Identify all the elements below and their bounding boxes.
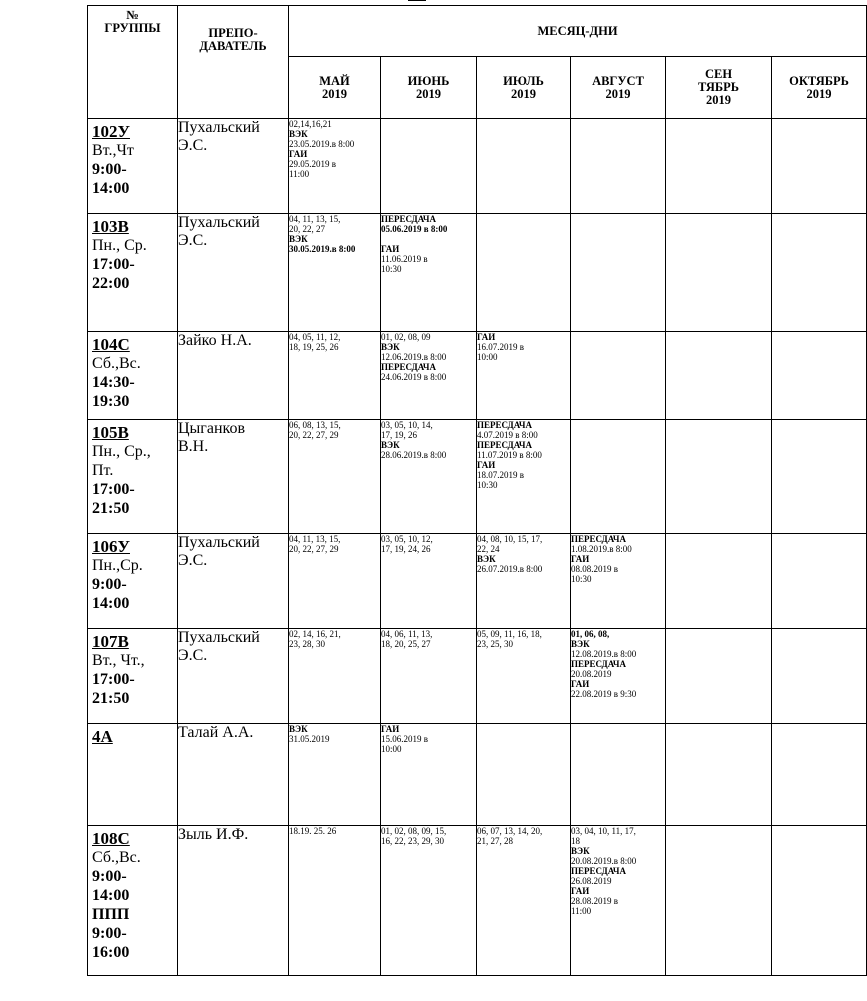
schedule-cell <box>477 534 571 629</box>
table-row <box>88 420 867 534</box>
group-time: ППП <box>92 906 130 923</box>
schedule-cell <box>772 534 867 629</box>
teacher-cell <box>178 826 289 976</box>
group-time: 9:00- <box>92 161 127 178</box>
month-header-line: МАЙ <box>319 73 350 88</box>
schedule-entry: 10:00 <box>381 744 402 754</box>
schedule-entry: 08.08.2019 в <box>571 564 618 574</box>
schedule-entry: 16.07.2019 в <box>477 342 524 352</box>
schedule-entry: 10:30 <box>381 264 402 274</box>
schedule-cell <box>571 534 666 629</box>
group-cell <box>88 420 178 534</box>
month-header-line: АВГУСТ <box>592 73 644 88</box>
schedule-entry: 02,14,16,21 <box>289 119 332 129</box>
teacher-header-line: ДАВАТЕЛЬ <box>199 39 267 53</box>
schedule-cell <box>477 332 571 420</box>
group-number: 105В <box>92 423 129 442</box>
group-number: 104С <box>92 335 130 354</box>
schedule-entry: 04, 08, 10, 15, 17, <box>477 534 543 544</box>
schedule-cell <box>477 119 571 214</box>
group-number: 106У <box>92 537 130 556</box>
teacher-name: Зайко Н.А. <box>178 332 252 349</box>
month-header-line: ОКТЯБРЬ <box>789 73 849 88</box>
schedule-event-label: ГАИ <box>477 332 496 342</box>
teacher-name: Талай А.А. <box>178 724 254 741</box>
teacher-name: Цыганков <box>178 420 246 437</box>
schedule-cell <box>381 420 477 534</box>
teacher-name: Пухальский <box>178 119 260 136</box>
month-header-line: 2019 <box>322 86 347 101</box>
table-row <box>88 214 867 332</box>
schedule-entry: 10:00 <box>477 352 498 362</box>
schedule-entry: 05, 09, 11, 16, 18, <box>477 629 542 639</box>
schedule-cell <box>477 629 571 724</box>
schedule-cell <box>666 214 772 332</box>
month-header <box>571 57 666 119</box>
schedule-cell <box>381 534 477 629</box>
table-row <box>88 724 867 826</box>
schedule-cell <box>381 119 477 214</box>
group-time: 14:00 <box>92 180 130 197</box>
schedule-entry: 18.07.2019 в <box>477 470 524 480</box>
schedule-entry: 04, 11, 13, 15, <box>289 534 341 544</box>
schedule-entry: 28.06.2019.в 8:00 <box>381 450 447 460</box>
group-cell <box>88 826 178 976</box>
schedule-cell <box>477 724 571 826</box>
group-cell <box>88 629 178 724</box>
month-header <box>289 57 381 119</box>
schedule-event-label: ПЕРЕСДАЧА <box>571 866 626 876</box>
schedule-cell <box>289 826 381 976</box>
group-number: 107В <box>92 632 129 651</box>
schedule-entry: 11.07.2019 в 8:00 <box>477 450 542 460</box>
schedule-body <box>88 6 867 976</box>
teacher-cell <box>178 119 289 214</box>
schedule-entry: 15.06.2019 в <box>381 734 428 744</box>
schedule-entry: 20, 22, 27 <box>289 224 325 234</box>
schedule-event-label: ГАИ <box>571 679 590 689</box>
schedule-entry: 16, 22, 23, 29, 30 <box>381 836 444 846</box>
schedule-cell <box>381 332 477 420</box>
teacher-cell <box>178 332 289 420</box>
schedule-cell <box>772 332 867 420</box>
teacher-cell <box>178 724 289 826</box>
group-cell <box>88 119 178 214</box>
month-header <box>381 57 477 119</box>
schedule-cell <box>772 724 867 826</box>
group-time: 21:50 <box>92 500 130 517</box>
schedule-entry: 22.08.2019 в 9:30 <box>571 689 637 699</box>
schedule-entry: 26.08.2019 <box>571 876 612 886</box>
schedule-entry: 20, 22, 27, 29 <box>289 430 339 440</box>
month-header-line: ИЮЛЬ <box>503 73 544 88</box>
schedule-entry: 23, 25, 30 <box>477 639 513 649</box>
table-row <box>88 534 867 629</box>
schedule-event-label: ВЭК <box>571 846 590 856</box>
month-header <box>772 57 867 119</box>
schedule-cell <box>666 724 772 826</box>
group-days: Пн.,Ср. <box>92 557 143 574</box>
schedule-event-label: ГАИ <box>381 724 400 734</box>
teacher-name: Э.С. <box>178 232 208 249</box>
schedule-entry: 01, 02, 08, 09 <box>381 332 431 342</box>
schedule-entry: 04, 11, 13, 15, <box>289 214 341 224</box>
schedule-entry: 4.07.2019 в 8:00 <box>477 430 538 440</box>
teacher-name: Э.С. <box>178 647 208 664</box>
schedule-event-label: ГАИ <box>571 886 590 896</box>
schedule-cell <box>477 214 571 332</box>
schedule-entry: 20.08.2019 <box>571 669 612 679</box>
schedule-entry: 1.08.2019.в 8:00 <box>571 544 632 554</box>
schedule-entry: 18.19. 25. 26 <box>289 826 337 836</box>
schedule-entry: 17, 19, 26 <box>381 430 417 440</box>
group-days: Пт. <box>92 462 114 479</box>
group-column-header <box>88 6 178 119</box>
schedule-event-label: ВЭК <box>477 554 496 564</box>
schedule-cell <box>289 629 381 724</box>
schedule-cell <box>571 332 666 420</box>
schedule-event-label: ВЭК <box>381 342 400 352</box>
schedule-entry: 03, 05, 10, 14, <box>381 420 433 430</box>
group-header-line: ГРУППЫ <box>104 21 161 35</box>
schedule-event-label: ГАИ <box>381 244 400 254</box>
month-header <box>477 57 571 119</box>
schedule-cell <box>381 214 477 332</box>
schedule-entry: 21, 27, 28 <box>477 836 513 846</box>
schedule-entry: 12.08.2019.в 8:00 <box>571 649 637 659</box>
group-days: Пн., Ср., <box>92 443 151 460</box>
schedule-entry: 03, 04, 10, 11, 17, <box>571 826 636 836</box>
schedule-event-label: ГАИ <box>571 554 590 564</box>
schedule-entry: 06, 07, 13, 14, 20, <box>477 826 543 836</box>
schedule-cell <box>571 119 666 214</box>
teacher-name: Зыль И.Ф. <box>178 826 249 843</box>
month-header-line: ИЮНЬ <box>407 73 450 88</box>
months-title: МЕСЯЦ-ДНИ <box>289 6 867 57</box>
schedule-entry: 12.06.2019.в 8:00 <box>381 352 447 362</box>
teacher-name: Пухальский <box>178 534 260 551</box>
schedule-entry: 18, 19, 25, 26 <box>289 342 339 352</box>
group-days: Сб.,Вс. <box>92 849 141 866</box>
group-time: 14:30- <box>92 374 135 391</box>
group-number: 103В <box>92 217 129 236</box>
schedule-cell <box>289 420 381 534</box>
month-header-line: 2019 <box>806 86 832 101</box>
teacher-cell <box>178 534 289 629</box>
schedule-entry: 04, 05, 11, 12, <box>289 332 341 342</box>
group-days: Вт.,Чт <box>92 142 134 159</box>
schedule-table <box>87 5 867 976</box>
group-time: 9:00- <box>92 925 127 942</box>
schedule-cell <box>666 826 772 976</box>
schedule-entry: 06, 08, 13, 15, <box>289 420 341 430</box>
schedule-cell <box>289 119 381 214</box>
schedule-cell <box>666 119 772 214</box>
schedule-event-label: ПЕРЕСДАЧА <box>477 420 532 430</box>
schedule-cell <box>571 826 666 976</box>
schedule-cell <box>666 332 772 420</box>
group-time: 17:00- <box>92 671 135 688</box>
group-header-line: № <box>126 8 139 22</box>
schedule-event-label: ГАИ <box>477 460 496 470</box>
group-cell <box>88 332 178 420</box>
schedule-cell <box>772 119 867 214</box>
schedule-entry: 10:30 <box>571 574 592 584</box>
group-time: 22:00 <box>92 275 130 292</box>
schedule-entry: 28.08.2019 в <box>571 896 618 906</box>
schedule-entry: 17, 19, 24, 26 <box>381 544 431 554</box>
schedule-event-label: ПЕРЕСДАЧА <box>381 214 436 224</box>
schedule-cell <box>477 420 571 534</box>
schedule-cell <box>289 534 381 629</box>
header-row <box>88 6 867 57</box>
schedule-event-label: ВЭК <box>289 234 308 244</box>
group-days: Вт., Чт., <box>92 652 145 669</box>
schedule-event-label: ВЭК <box>381 440 400 450</box>
group-days: Пн., Ср. <box>92 237 147 254</box>
schedule-cell <box>571 724 666 826</box>
month-header-line: СЕН <box>704 67 733 81</box>
group-cell <box>88 214 178 332</box>
group-time: 17:00- <box>92 481 135 498</box>
group-days: Сб.,Вс. <box>92 355 141 372</box>
schedule-cell <box>571 629 666 724</box>
schedule-cell <box>381 826 477 976</box>
schedule-cell <box>289 724 381 826</box>
schedule-cell <box>666 534 772 629</box>
group-time: 9:00- <box>92 868 127 885</box>
teacher-name: Э.С. <box>178 137 208 154</box>
schedule-cell <box>772 420 867 534</box>
teacher-name: В.Н. <box>178 438 209 455</box>
schedule-cell <box>381 629 477 724</box>
schedule-event-label: ПЕРЕСДАЧА <box>571 534 626 544</box>
teacher-cell <box>178 420 289 534</box>
schedule-event-label: ГАИ <box>289 149 308 159</box>
group-number: 108С <box>92 829 130 848</box>
teacher-name: Пухальский <box>178 214 260 231</box>
schedule-event-label: 01, 06, 08, <box>571 629 610 639</box>
schedule-entry: 01, 02, 08, 09, 15, <box>381 826 447 836</box>
schedule-entry: 20, 22, 27, 29 <box>289 544 339 554</box>
teacher-cell <box>178 629 289 724</box>
teacher-column-header <box>178 6 289 119</box>
teacher-cell <box>178 214 289 332</box>
schedule-cell <box>289 332 381 420</box>
group-time: 9:00- <box>92 576 127 593</box>
schedule-cell <box>772 826 867 976</box>
group-time: 16:00 <box>92 944 130 961</box>
schedule-event-label: ВЭК <box>289 129 308 139</box>
group-number: 102У <box>92 122 130 141</box>
group-time: 14:00 <box>92 595 130 612</box>
schedule-entry: 03, 05, 10, 12, <box>381 534 433 544</box>
schedule-cell <box>666 420 772 534</box>
schedule-cell <box>571 214 666 332</box>
schedule-event-label: 30.05.2019.в 8:00 <box>289 244 356 254</box>
schedule-entry: 02, 14, 16, 21, <box>289 629 341 639</box>
month-header-line: 2019 <box>706 93 731 107</box>
table-row <box>88 332 867 420</box>
month-header <box>666 57 772 119</box>
group-time: 19:30 <box>92 393 130 410</box>
schedule-entry: 10:30 <box>477 480 498 490</box>
schedule-entry: 20.08.2019.в 8:00 <box>571 856 637 866</box>
schedule-entry: 26.07.2019.в 8:00 <box>477 564 543 574</box>
teacher-name: Э.С. <box>178 552 208 569</box>
teacher-header-line: ПРЕПО- <box>208 26 258 40</box>
group-time: 14:00 <box>92 887 130 904</box>
schedule-entry: 23.05.2019.в 8:00 <box>289 139 355 149</box>
schedule-entry: 18, 20, 25, 27 <box>381 639 431 649</box>
table-row <box>88 826 867 976</box>
table-row <box>88 629 867 724</box>
schedule-entry: 24.06.2019 в 8:00 <box>381 372 447 382</box>
schedule-cell <box>772 629 867 724</box>
group-time: 17:00- <box>92 256 135 273</box>
schedule-entry: 23, 28, 30 <box>289 639 325 649</box>
schedule-cell <box>477 826 571 976</box>
schedule-cell <box>772 214 867 332</box>
month-header-line: 2019 <box>605 86 631 101</box>
schedule-entry: 11:00 <box>289 169 310 179</box>
schedule-entry: 04, 06, 11, 13, <box>381 629 433 639</box>
schedule-event-label: ПЕРЕСДАЧА <box>381 362 436 372</box>
schedule-entry: 31.05.2019 <box>289 734 330 744</box>
schedule-event-label: ВЭК <box>571 639 590 649</box>
teacher-name: Пухальский <box>178 629 260 646</box>
schedule-cell <box>666 629 772 724</box>
schedule-entry: 11.06.2019 в <box>381 254 428 264</box>
schedule-cell <box>571 420 666 534</box>
schedule-event-label: 05.06.2019 в 8:00 <box>381 224 448 234</box>
month-header-line: 2019 <box>416 86 441 101</box>
schedule-cell <box>289 214 381 332</box>
schedule-entry: 11:00 <box>571 906 592 916</box>
schedule-entry <box>381 234 476 244</box>
month-header-line: 2019 <box>511 86 536 101</box>
schedule-event-label: ПЕРЕСДАЧА <box>477 440 532 450</box>
group-cell <box>88 724 178 826</box>
schedule-entry: 22, 24 <box>477 544 500 554</box>
group-time: 21:50 <box>92 690 130 707</box>
table-row <box>88 119 867 214</box>
group-number: 4А <box>92 727 113 746</box>
schedule-cell <box>381 724 477 826</box>
schedule-entry: 18 <box>571 836 580 846</box>
group-cell <box>88 534 178 629</box>
schedule-event-label: ВЭК <box>289 724 308 734</box>
top-edge-mark <box>408 0 426 1</box>
month-header-line: ТЯБРЬ <box>697 80 740 94</box>
schedule-entry: 29.05.2019 в <box>289 159 336 169</box>
schedule-event-label: ПЕРЕСДАЧА <box>571 659 626 669</box>
